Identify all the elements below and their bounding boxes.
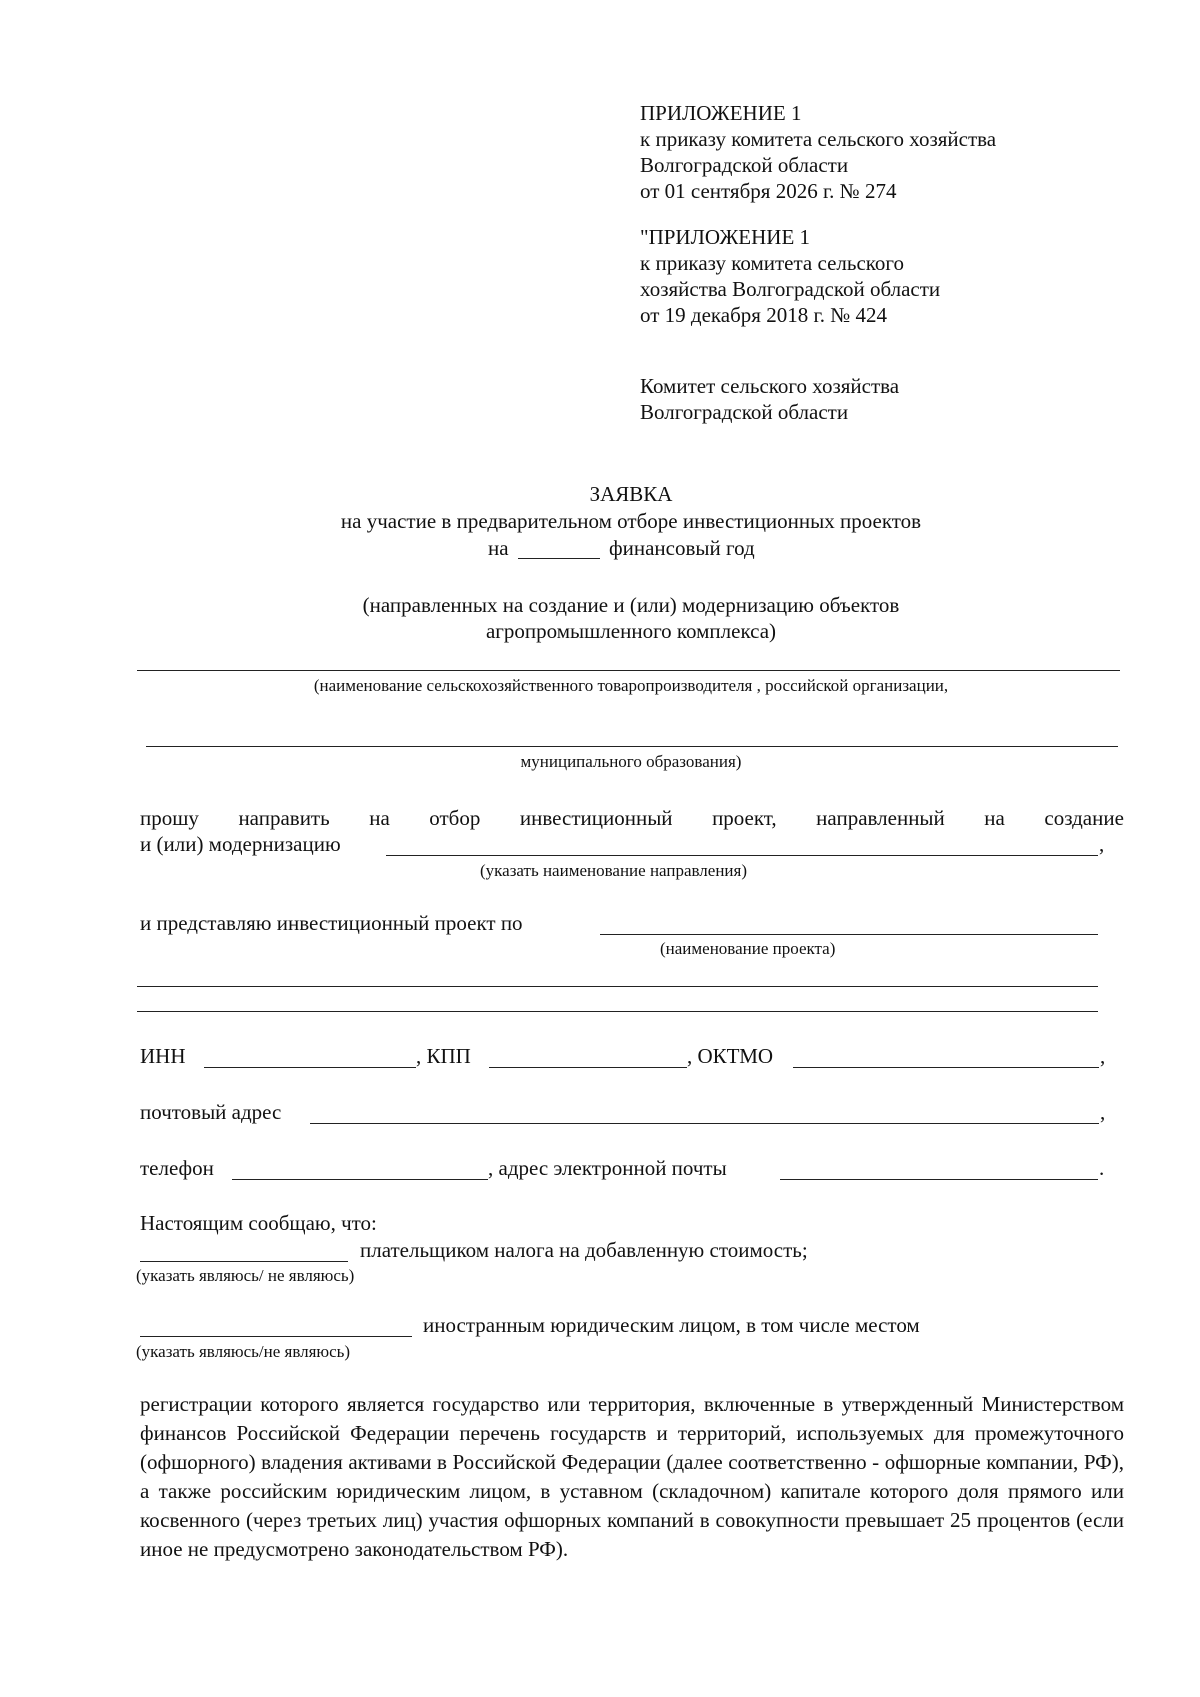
heading-subtitle: агропромышленного комплекса) (485, 619, 777, 643)
oktmo-label: , ОКТМО (687, 1044, 774, 1068)
appendix-line: к приказу комитета сельского (640, 251, 905, 275)
heading-subtitle: (направленных на создание и (или) модернизацию объектов (362, 593, 900, 617)
oktmo-blank[interactable] (793, 1067, 1099, 1068)
direction-caption: (указать наименование направления) (480, 861, 748, 880)
project-name-blank-2[interactable] (137, 986, 1098, 987)
foreign-caption: (указать являюсь/не являюсь) (136, 1342, 351, 1361)
request-word: инвестиционный (519, 806, 673, 830)
vat-caption: (указать являюсь/ не являюсь) (136, 1266, 355, 1285)
request-word: на (369, 806, 390, 830)
email-blank[interactable] (780, 1179, 1098, 1180)
inn-blank[interactable] (204, 1067, 416, 1068)
document-title: ЗАЯВКА (589, 482, 673, 506)
vat-status-blank[interactable] (140, 1261, 348, 1262)
request-word: создание (1044, 806, 1124, 830)
fiscal-year-prefix: на (488, 536, 509, 560)
applicant-caption: муниципального образования) (520, 752, 742, 771)
appendix-title: ПРИЛОЖЕНИЕ 1 (640, 101, 802, 125)
kpp-label: , КПП (416, 1044, 471, 1068)
foreign-text: иностранным юридическим лицом, в том числе местом (423, 1313, 920, 1337)
request-word: прошу (140, 806, 199, 830)
vat-text: плательщиком налога на добавленную стоимость; (360, 1238, 808, 1262)
applicant-caption: (наименование сельскохозяйственного товаропроизводителя , российской организации, (313, 676, 949, 695)
fiscal-year-blank[interactable] (518, 558, 600, 559)
project-caption: (наименование проекта) (660, 939, 836, 958)
email-label: , адрес электронной почты (488, 1156, 727, 1180)
direction-blank[interactable] (386, 855, 1098, 856)
project-name-blank-3[interactable] (137, 1011, 1098, 1012)
project-label: и представляю инвестиционный проект по (140, 911, 523, 935)
codes-comma: , (1100, 1044, 1106, 1068)
request-word: на (984, 806, 1005, 830)
request-comma: , (1099, 832, 1105, 856)
request-line-2: и (или) модернизацию (140, 832, 341, 856)
statement-intro: Настоящим сообщаю, что: (140, 1211, 377, 1235)
request-word: отбор (429, 806, 481, 830)
postal-label: почтовый адрес (140, 1100, 282, 1124)
phone-label: телефон (140, 1156, 214, 1180)
appendix-line: к приказу комитета сельского хозяйства (640, 127, 997, 151)
postal-comma: , (1100, 1100, 1106, 1124)
applicant-name-blank[interactable] (137, 670, 1120, 671)
request-line (140, 805, 1124, 831)
applicant-name-blank-2[interactable] (146, 746, 1118, 747)
request-word: проект, (712, 806, 777, 830)
offshore-paragraph: регистрации которого является государство или территория, включенные в утвержденный Министерством финансов Российской Федерации перечень государств и территорий, используемых для промежуточного (офшорного) владения активами в Российской Федерации (далее соответственно - офшорные компании, РФ), а также российским юридическим лицом, в уставном (складочном) капитале которого доля прямого или косвенного (через третьих лиц) участия офшорных компаний в совокупности превышает 25 процентов (если иное не предусмотрено законодательством РФ). (140, 1392, 1124, 1561)
heading-line: на участие в предварительном отборе инвестиционных проектов (340, 509, 922, 533)
appendix-line: от 01 сентября 2026 г. № 274 (640, 179, 897, 203)
appendix-title: "ПРИЛОЖЕНИЕ 1 (640, 225, 811, 249)
foreign-status-blank[interactable] (140, 1336, 412, 1337)
fiscal-year-suffix: финансовый год (609, 536, 755, 560)
contacts-period: . (1099, 1156, 1105, 1180)
appendix-line: Волгоградской области (640, 153, 849, 177)
phone-blank[interactable] (232, 1179, 488, 1180)
project-name-blank[interactable] (600, 934, 1098, 935)
addressee-line: Комитет сельского хозяйства (640, 374, 900, 398)
request-word: направленный (816, 806, 945, 830)
appendix-line: хозяйства Волгоградской области (640, 277, 941, 301)
kpp-blank[interactable] (489, 1067, 687, 1068)
appendix-line: от 19 декабря 2018 г. № 424 (640, 303, 887, 327)
addressee-line: Волгоградской области (640, 400, 849, 424)
request-word: направить (238, 806, 330, 830)
inn-label: ИНН (140, 1044, 186, 1068)
postal-address-blank[interactable] (310, 1123, 1099, 1124)
